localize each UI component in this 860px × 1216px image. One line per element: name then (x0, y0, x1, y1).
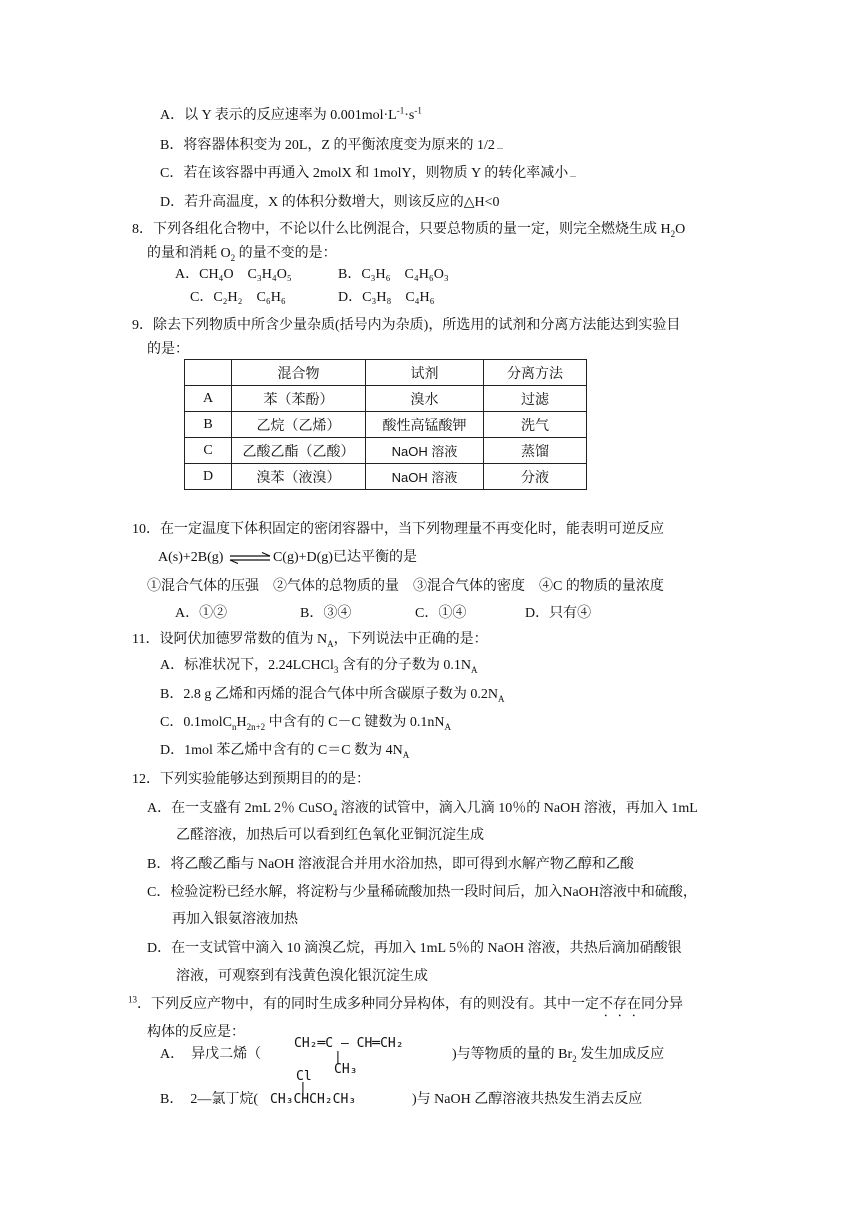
q10-stem-line1: 10．在一定温度下体积固定的密闭容器中，当下列物理量不再变化时，能表明可逆反应 (132, 522, 664, 537)
table-cell: 乙烷（乙烯） (232, 412, 366, 438)
table-cell: 蒸馏 (484, 438, 587, 464)
q12-option-a-line2: 乙醛溶液，加热后可以看到红色氧化亚铜沉淀生成 (176, 828, 484, 843)
q7-option-d: D．若升高温度，X 的体积分数增大，则该反应的△H<0 (160, 195, 500, 210)
q9-table (184, 359, 587, 490)
q7-option-a: A．以 Y 表示的反应速率为 $0.001mol\cdot L^{-1}\cdot s^{-1}$ (160, 105, 422, 123)
table-cell: 酸性高锰酸钾 (366, 412, 484, 438)
table-cell: 溴水 (366, 386, 484, 412)
table-cell: 乙酸乙酯（乙酸） (232, 438, 366, 464)
q13-stem-line1: $^{13}$．下列反应产物中，有的同时生成多种同分异构体，有的则没有。其中一定不存在同分异 (128, 994, 683, 1012)
q12-option-b: B．将乙酸乙酯与 NaOH 溶液混合并用水浴加热，即可得到水解产物乙醇和乙酸 (147, 857, 634, 872)
table-cell: C (185, 438, 232, 464)
table-header-cell (185, 360, 232, 386)
q12-stem: 12．下列实验能够达到预期目的的是： (132, 772, 370, 787)
q8-stem-line2: 的量和消耗 $O_2$ 的量不变的是： (147, 246, 337, 263)
q11-option-a: A．标准状况下，2.24LCHCl$_3$ 含有的分子数为 $0.1N_A$ (160, 658, 478, 675)
chlorobutane-branch: Cl (296, 1069, 312, 1084)
isoprene-branch: CH₃ (334, 1062, 358, 1077)
table-cell: 溴苯（液溴） (232, 464, 366, 490)
table-cell: NaOH 溶液 (366, 464, 484, 490)
table-cell: 苯（苯酚） (232, 386, 366, 412)
q12-option-c-line2: 再加入银氨溶液加热 (172, 912, 298, 927)
table-row (185, 464, 587, 490)
table-cell: A (185, 386, 232, 412)
table-cell: 过滤 (484, 386, 587, 412)
q10-option-b: B．③④ (300, 606, 352, 621)
table-header-cell: 分离方法 (484, 360, 587, 386)
q12-option-d-line1: D．在一支试管中滴入 10 滴溴乙烷，再加入 1mL 5％的 NaOH 溶液，共热后滴加硝酸银 (147, 941, 682, 956)
q13-option-b-label: B． 2—氯丁烷( (160, 1092, 258, 1107)
q8-option-a: A．CH₄O C₃H₄O₅ (175, 267, 292, 282)
isoprene-branch-bond: | (334, 1050, 342, 1065)
q9-stem-line1: 9．除去下列物质中所含少量杂质(括号内为杂质)，所选用的试剂和分离方法能达到实验目 (132, 318, 681, 333)
q10-items: ①混合气体的压强 ②气体的总物质的量 ③混合气体的密度 ④C 的物质的量浓度 (147, 579, 664, 594)
margin-mark (570, 168, 576, 177)
q10-option-d: D．只有④ (525, 606, 592, 621)
q13-stem-line2: 构体的反应是： (147, 1025, 245, 1040)
q10-option-c: C．①④ (415, 606, 467, 621)
table-cell: B (185, 412, 232, 438)
isoprene-formula: CH₂═C — CH═CH₂ (294, 1036, 404, 1051)
table-header-cell: 混合物 (232, 360, 366, 386)
q13-option-b-tail: )与 NaOH 乙醇溶液共热发生消去反应 (412, 1092, 643, 1107)
table-cell: NaOH 溶液 (366, 438, 484, 464)
q8-option-b: B．C₃H₆ C₄H₆O₃ (338, 267, 449, 282)
table-row (185, 412, 587, 438)
q12-option-d-line2: 溶液，可观察到有浅黄色溴化银沉淀生成 (176, 969, 428, 984)
table-row (185, 438, 587, 464)
chlorobutane-branch-bond: | (299, 1081, 307, 1096)
q8-stem-line1: 8．下列各组化合物中，不论以什么比例混合，只要总物质的量一定，则完全燃烧生成 $H_2O$ (132, 222, 686, 239)
q7-option-b: B．将容器体积变为 20L，Z 的平衡浓度变为原来的 1/2 (160, 136, 503, 156)
table-cell: 分液 (484, 464, 587, 490)
q12-option-a-line1: A．在一支盛有 2mL 2％ CuSO$_4$ 溶液的试管中，滴入几滴 10％的 NaOH 溶液，再加入 1mL (147, 801, 698, 818)
q11-option-d: D．1mol 苯乙烯中含有的 C＝C 数为 $4N_A$ (160, 743, 410, 760)
table-cell: 洗气 (484, 412, 587, 438)
q11-option-b: B．2.8 g 乙烯和丙烯的混合气体中所含碳原子数为 $0.2N_A$ (160, 687, 505, 704)
equilibrium-arrow-icon (228, 552, 272, 564)
q13-option-a-label: A． 异戊二烯（ (160, 1047, 262, 1062)
table-row (185, 386, 587, 412)
q11-option-c: C．$0.1molC_nH_{2n+2}$ 中含有的 C－C 键数为 $0.1nN_A$ (160, 715, 451, 732)
q7-option-c: C．若在该容器中再通入 2molX 和 1molY，则物质 Y 的转化率减小 (160, 164, 576, 184)
table-header-cell: 试剂 (366, 360, 484, 386)
table-cell: D (185, 464, 232, 490)
q8-option-d: D．C₃H₈ C₄H₆ (338, 290, 435, 305)
margin-mark (497, 140, 503, 149)
q9-stem-line2: 的是： (147, 342, 189, 357)
q13-option-a-tail: )与等物质的量的 $Br_2$ 发生加成反应 (452, 1047, 665, 1064)
q10-option-a: A．①② (175, 606, 228, 621)
chlorobutane-formula: CH₃CHCH₂CH₃ (270, 1092, 357, 1107)
q12-option-c-line1: C．检验淀粉已经水解，将淀粉与少量稀硫酸加热一段时间后，加入NaOH溶液中和硫酸， (147, 885, 697, 900)
q8-option-c: C．C₂H₂ C₆H₆ (190, 290, 286, 305)
q10-equation: A(s)+2B(g) C(g)+D(g)已达平衡的是 (158, 550, 417, 565)
table-header-row (185, 360, 587, 386)
q11-stem: 11．设阿伏加德罗常数的值为 $N_A$，下列说法中正确的是： (132, 632, 488, 649)
